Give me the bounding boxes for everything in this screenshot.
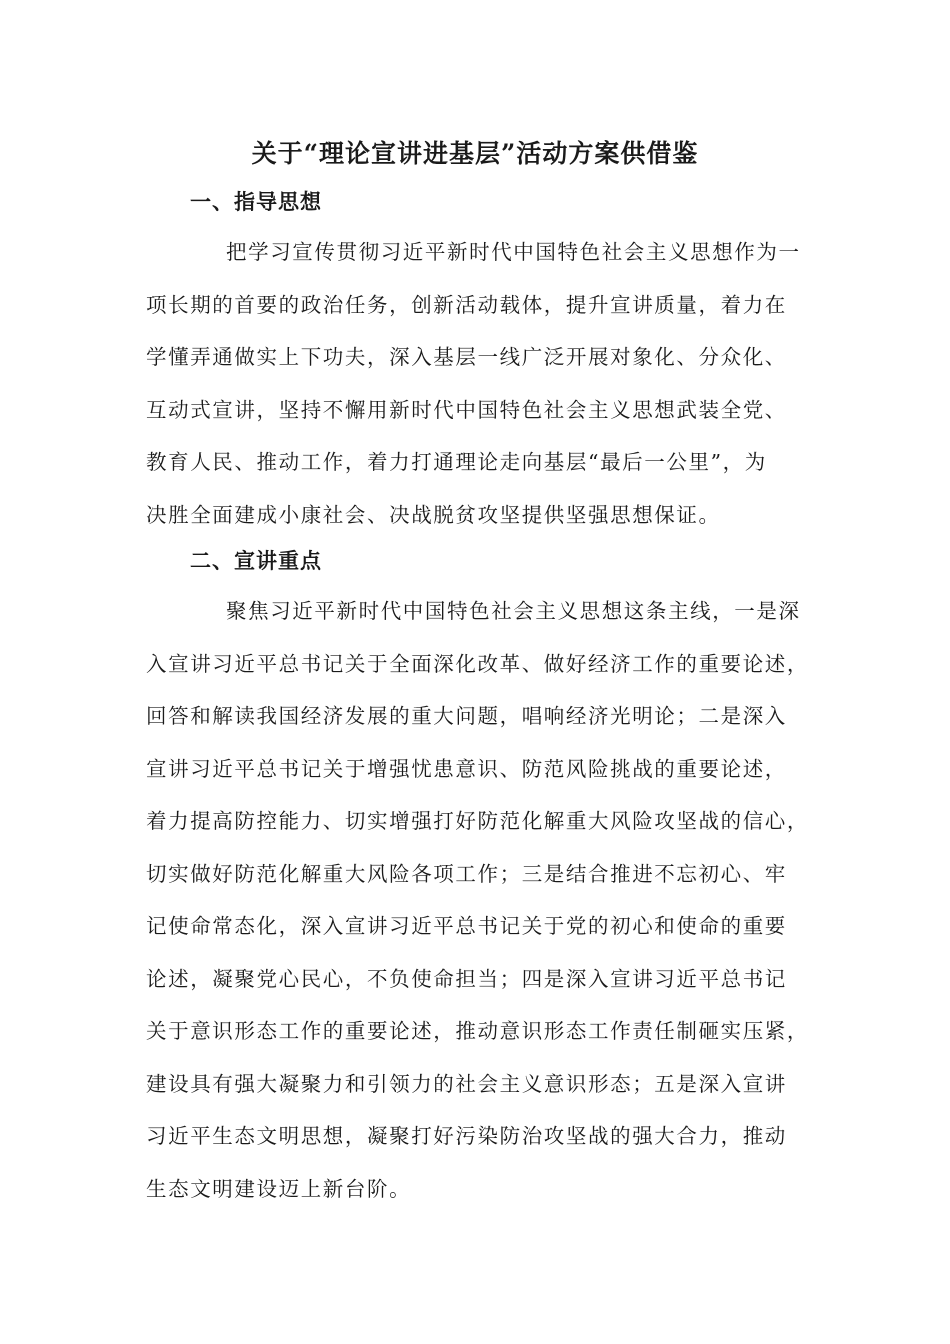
- paragraph-line: 项长期的首要的政治任务，创新活动载体，提升宣讲质量，着力在: [146, 292, 787, 317]
- paragraph-line: 习近平生态文明思想，凝聚打好污染防治攻坚战的强大合力，推动: [146, 1124, 787, 1148]
- paragraph-line: 教育人民、推动工作，着力打通理论走向基层“最后一公里”，为: [146, 450, 767, 474]
- section-heading-guiding-thought: 一、指导思想: [190, 189, 322, 214]
- paragraph-line: 学懂弄通做实上下功夫，深入基层一线广泛开展对象化、分众化、: [146, 345, 787, 369]
- paragraph-line: 宣讲习近平总书记关于增强忧患意识、防范风险挑战的重要论述，: [146, 756, 787, 781]
- paragraph-line: 互动式宣讲，坚持不懈用新时代中国特色社会主义思想武装全党、: [146, 397, 787, 422]
- paragraph-line: 入宣讲习近平总书记关于全面深化改革、做好经济工作的重要论述，: [146, 651, 809, 676]
- section-heading-key-points: 二、宣讲重点: [190, 548, 322, 573]
- paragraph-line: 生态文明建设迈上新台阶。: [146, 1176, 412, 1201]
- paragraph-line: 着力提高防控能力、切实增强打好防范化解重大风险攻坚战的信心，: [146, 809, 809, 833]
- paragraph-line: 建设具有强大凝聚力和引领力的社会主义意识形态；五是深入宣讲: [146, 1071, 787, 1096]
- paragraph-line: 把学习宣传贯彻习近平新时代中国特色社会主义思想作为一: [226, 240, 801, 264]
- paragraph-line: 关于意识形态工作的重要论述，推动意识形态工作责任制砸实压紧，: [146, 1019, 809, 1043]
- paragraph-line: 回答和解读我国经济发展的重大问题，唱响经济光明论；二是深入: [146, 704, 787, 728]
- section-paragraph-guiding-thought: [146, 226, 806, 541]
- section-paragraph-key-points: [146, 585, 809, 1215]
- paragraph-line: 决胜全面建成小康社会、决战脱贫攻坚提供坚强思想保证。: [146, 502, 721, 527]
- paragraph-line: 论述，凝聚党心民心，不负使命担当；四是深入宣讲习近平总书记: [146, 966, 787, 991]
- document-title: 关于“理论宣讲进基层”活动方案供借鉴: [251, 139, 699, 168]
- paragraph-line: 聚焦习近平新时代中国特色社会主义思想这条主线，一是深: [226, 599, 801, 623]
- paragraph-line: 切实做好防范化解重大风险各项工作；三是结合推进不忘初心、牢: [146, 861, 787, 886]
- paragraph-line: 记使命常态化，深入宣讲习近平总书记关于党的初心和使命的重要: [146, 914, 787, 938]
